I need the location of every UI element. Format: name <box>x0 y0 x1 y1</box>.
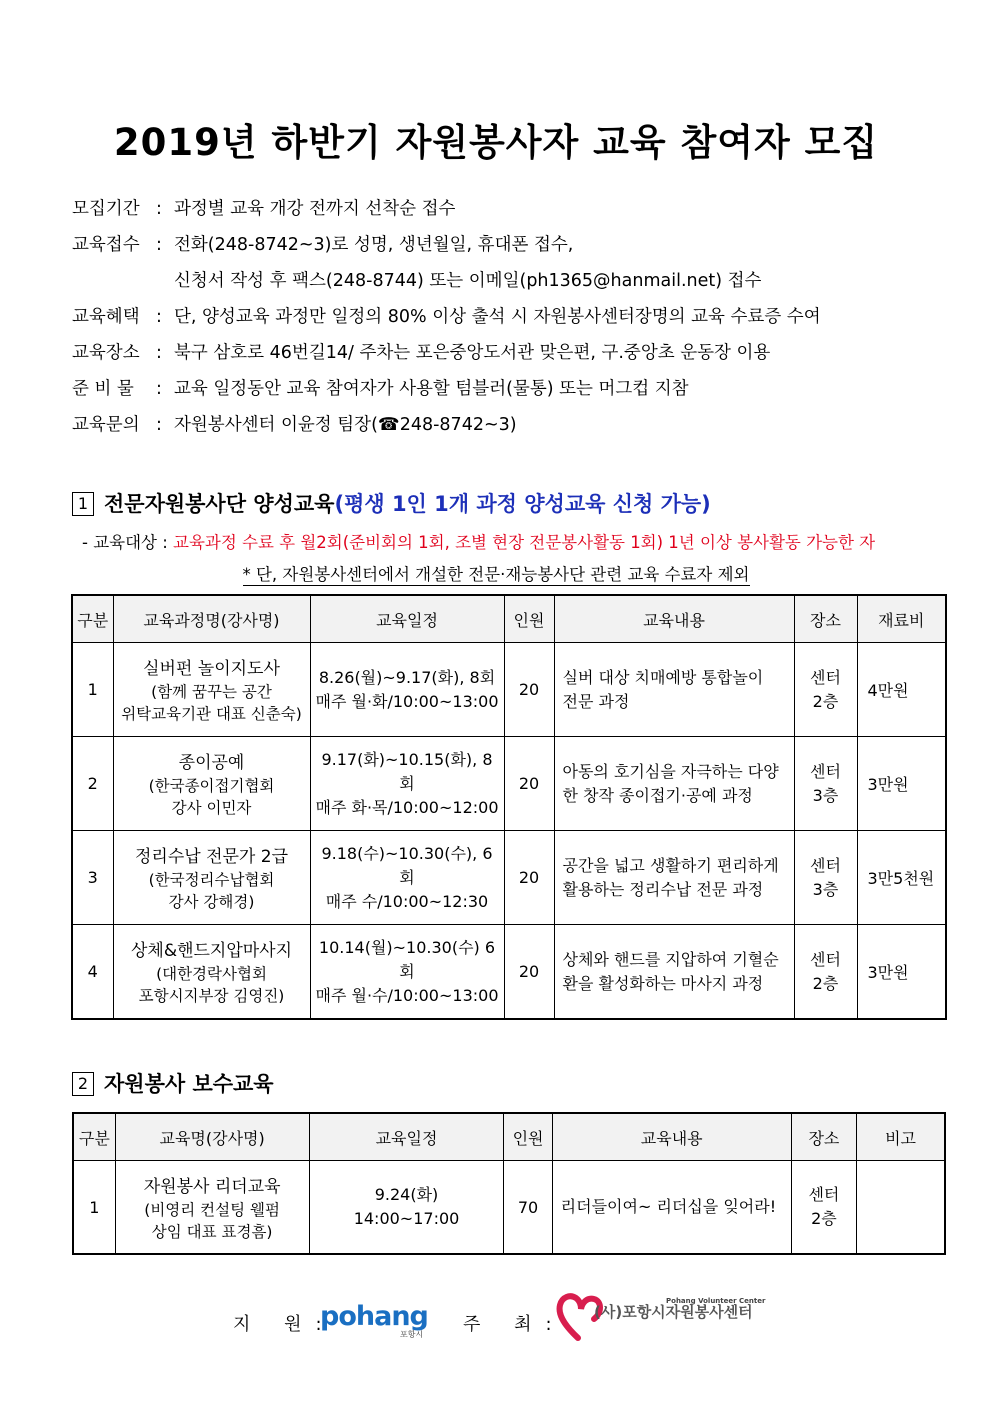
course-cell <box>115 1161 309 1255</box>
schedule-times: 매주 월·화/10:00~13:00 <box>315 691 499 711</box>
section1-title: 전문자원봉사단 양성교육 <box>104 492 335 516</box>
pohang-logo-sub: 포항시 <box>400 1330 424 1339</box>
col-header: 교육과정명(강사명) <box>113 595 310 643</box>
place-line: 3층 <box>812 785 839 805</box>
info-row-registration-cont <box>72 268 952 304</box>
info-value: 교육 일정동안 교육 참여자가 사용할 텀블러(물통) 또는 머그컵 지참 <box>174 379 689 399</box>
volunteer-center-logo <box>556 1283 766 1343</box>
place-line: 센터 <box>808 1185 840 1204</box>
section1-heading <box>72 488 711 518</box>
info-colon: : <box>156 415 162 435</box>
course-cell <box>113 737 310 831</box>
section1-highlight: (평생 1인 1개 과정 양성교육 신청 가능) <box>334 492 711 516</box>
col-header: 장소 <box>791 1113 856 1161</box>
row-number: 1 <box>73 1161 115 1255</box>
info-row-recruit-period <box>72 196 952 232</box>
col-header: 교육내용 <box>552 1113 791 1161</box>
info-label: 교육장소 <box>72 343 140 363</box>
instructor-line: 포항시지부장 김영진) <box>138 987 285 1005</box>
section-number-box: 2 <box>72 1072 94 1096</box>
capacity: 20 <box>504 831 554 925</box>
table-row <box>72 831 946 925</box>
row-number: 1 <box>72 643 113 737</box>
course-name: 상체&핸드지압마사지 <box>130 941 293 961</box>
schedule-time: 14:00~17:00 <box>353 1209 460 1228</box>
instructor-line: 강사 이민자 <box>171 799 252 817</box>
col-header: 인원 <box>504 1113 552 1161</box>
info-value: 북구 삼호로 46번길14/ 주차는 포은중앙도서관 맞은편, 구.중앙초 운동장 이용 <box>174 343 771 363</box>
training-course-table <box>71 594 947 1020</box>
place-line: 센터 <box>810 667 841 687</box>
content-cell <box>554 925 794 1020</box>
info-row-location <box>72 340 952 376</box>
row-number: 2 <box>72 737 113 831</box>
target-line <box>82 529 875 553</box>
place-cell <box>794 831 857 925</box>
info-value: 단, 양성교육 과정만 일정의 80% 이상 출석 시 자원봉사센터장명의 교육 수료증 수여 <box>174 307 821 327</box>
host-label: 주 최: <box>463 1314 566 1335</box>
col-header: 재료비 <box>857 595 946 643</box>
schedule-cell <box>310 831 504 925</box>
row-number: 4 <box>72 925 113 1020</box>
pohang-city-logo <box>318 1299 428 1339</box>
support-label: 지 원: <box>233 1314 336 1335</box>
place-cell <box>794 643 857 737</box>
info-label: 모집기간 <box>72 199 140 219</box>
exclusion-note <box>0 561 992 585</box>
row-number: 3 <box>72 831 113 925</box>
info-label: 교육접수 <box>72 235 140 255</box>
info-block <box>72 196 952 448</box>
content-cell <box>554 831 794 925</box>
material-fee: 4만원 <box>857 643 946 737</box>
place-cell <box>794 925 857 1020</box>
content-line: 공간을 넓고 생활하기 편리하게 <box>562 855 779 875</box>
place-cell <box>794 737 857 831</box>
content-line: 활용하는 정리수납 전문 과정 <box>562 879 764 899</box>
schedule-times: 매주 월·수/10:00~13:00 <box>315 985 499 1005</box>
schedule-dates: 9.18(수)~10.30(수), 6회 <box>321 843 493 887</box>
material-fee: 3만원 <box>857 925 946 1020</box>
material-fee: 3만원 <box>857 737 946 831</box>
page-title: 2019년 하반기 자원봉사자 교육 참여자 모집 <box>113 121 879 164</box>
place-line: 센터 <box>810 855 841 875</box>
schedule-dates: 9.17(화)~10.15(화), 8회 <box>321 749 493 793</box>
instructor-line: 위탁교육기관 대표 신춘숙) <box>121 705 302 723</box>
course-name: 정리수납 전문가 2급 <box>135 847 288 867</box>
content-line: 아동의 호기심을 자극하는 다양 <box>562 761 779 781</box>
info-row-supplies <box>72 376 952 412</box>
section-number-box: 1 <box>72 492 94 516</box>
instructor-line: 상임 대표 표경흠) <box>151 1222 273 1241</box>
content-cell: 리더들이여~ 리더십을 잊어라! <box>552 1161 791 1255</box>
pohang-logo-text: pohang <box>320 1301 428 1332</box>
col-header: 교육내용 <box>554 595 794 643</box>
footer <box>0 1283 992 1343</box>
course-cell <box>113 643 310 737</box>
place-cell <box>791 1161 856 1255</box>
info-value: 전화(248-8742~3)로 성명, 생년월일, 휴대폰 접수, <box>174 235 574 255</box>
place-line: 센터 <box>810 949 841 969</box>
instructor-line: 강사 강해경) <box>168 893 255 911</box>
info-value: 과정별 교육 개강 전까지 선착순 접수 <box>174 199 456 219</box>
table-row <box>73 1161 945 1255</box>
col-header: 장소 <box>794 595 857 643</box>
table-row <box>72 737 946 831</box>
refresher-course-table <box>72 1112 946 1255</box>
col-header: 구분 <box>72 595 113 643</box>
schedule-date: 9.24(화) <box>374 1185 439 1204</box>
col-header: 교육일정 <box>309 1113 504 1161</box>
section2-heading <box>72 1068 274 1098</box>
capacity: 20 <box>504 737 554 831</box>
place-line: 센터 <box>810 761 841 781</box>
info-colon: : <box>156 307 162 327</box>
col-header: 구분 <box>73 1113 115 1161</box>
section2-title: 자원봉사 보수교육 <box>104 1072 274 1096</box>
instructor-line: (함께 꿈꾸는 공간 <box>151 683 272 701</box>
table-header-row <box>72 595 946 643</box>
exclusion-note-text: * 단, 자원봉사센터에서 개설한 전문·재능봉사단 관련 교육 수료자 제외 <box>242 565 750 584</box>
schedule-times: 매주 화·목/10:00~12:00 <box>315 797 499 817</box>
place-line: 2층 <box>812 691 839 711</box>
content-line: 전문 과정 <box>562 691 630 711</box>
info-row-registration <box>72 232 952 268</box>
info-value: 자원봉사센터 이윤정 팀장(☎248-8742~3) <box>174 415 517 435</box>
schedule-times: 매주 수/10:00~12:30 <box>325 891 489 911</box>
course-name: 종이공예 <box>178 753 245 773</box>
info-label: 교육문의 <box>72 415 140 435</box>
place-line: 3층 <box>812 879 839 899</box>
instructor-line: (한국정리수납협회 <box>148 871 275 889</box>
content-line: 실버 대상 치매예방 통합놀이 <box>562 667 764 687</box>
course-cell <box>113 925 310 1020</box>
capacity: 70 <box>504 1161 552 1255</box>
table-row <box>72 643 946 737</box>
schedule-cell <box>310 643 504 737</box>
info-row-benefit <box>72 304 952 340</box>
table-row <box>72 925 946 1020</box>
info-value-continued: 신청서 작성 후 팩스(248-8744) 또는 이메일(ph1365@hanmail.net) 접수 <box>174 271 762 291</box>
place-line: 2층 <box>811 1209 837 1228</box>
place-line: 2층 <box>812 973 839 993</box>
remarks-cell <box>857 1161 945 1255</box>
content-cell <box>554 737 794 831</box>
schedule-cell <box>309 1161 504 1255</box>
table-header-row <box>73 1113 945 1161</box>
info-colon: : <box>156 379 162 399</box>
col-header: 인원 <box>504 595 554 643</box>
course-cell <box>113 831 310 925</box>
instructor-line: (대한경락사협회 <box>156 965 267 983</box>
content-line: 환을 활성화하는 마사지 과정 <box>562 973 764 993</box>
info-colon: : <box>156 235 162 255</box>
course-name: 실버펀 놀이지도사 <box>143 659 280 679</box>
info-colon: : <box>156 199 162 219</box>
info-colon: : <box>156 343 162 363</box>
col-header: 교육명(강사명) <box>115 1113 309 1161</box>
content-line: 상체와 핸드를 지압하여 기혈순 <box>562 949 779 969</box>
target-text: 교육과정 수료 후 월2회(준비회의 1회, 조별 현장 전문봉사활동 1회) 1년 이상 봉사활동 가능한 자 <box>173 533 876 552</box>
schedule-cell <box>310 925 504 1020</box>
instructor-line: (한국종이접기협회 <box>148 777 275 795</box>
content-line: 한 창작 종이접기·공예 과정 <box>562 785 753 805</box>
pvc-english-name: Pohang Volunteer Center <box>666 1297 766 1305</box>
pvc-korean-name: (사)포항시자원봉사센터 <box>594 1303 753 1321</box>
course-name: 자원봉사 리더교육 <box>143 1176 281 1197</box>
capacity: 20 <box>504 643 554 737</box>
instructor-line: (비영리 컨설팅 웰펌 <box>144 1200 280 1219</box>
schedule-cell <box>310 737 504 831</box>
capacity: 20 <box>504 925 554 1020</box>
info-label: 교육혜택 <box>72 307 140 327</box>
schedule-dates: 10.14(월)~10.30(수) 6회 <box>318 937 496 981</box>
col-header: 비고 <box>857 1113 945 1161</box>
material-fee: 3만5천원 <box>857 831 946 925</box>
target-label: - 교육대상 : <box>82 533 168 552</box>
info-row-inquiry <box>72 412 952 448</box>
col-header: 교육일정 <box>310 595 504 643</box>
info-label: 준 비 물 <box>72 379 134 399</box>
schedule-dates: 8.26(월)~9.17(화), 8회 <box>318 667 496 687</box>
content-cell <box>554 643 794 737</box>
